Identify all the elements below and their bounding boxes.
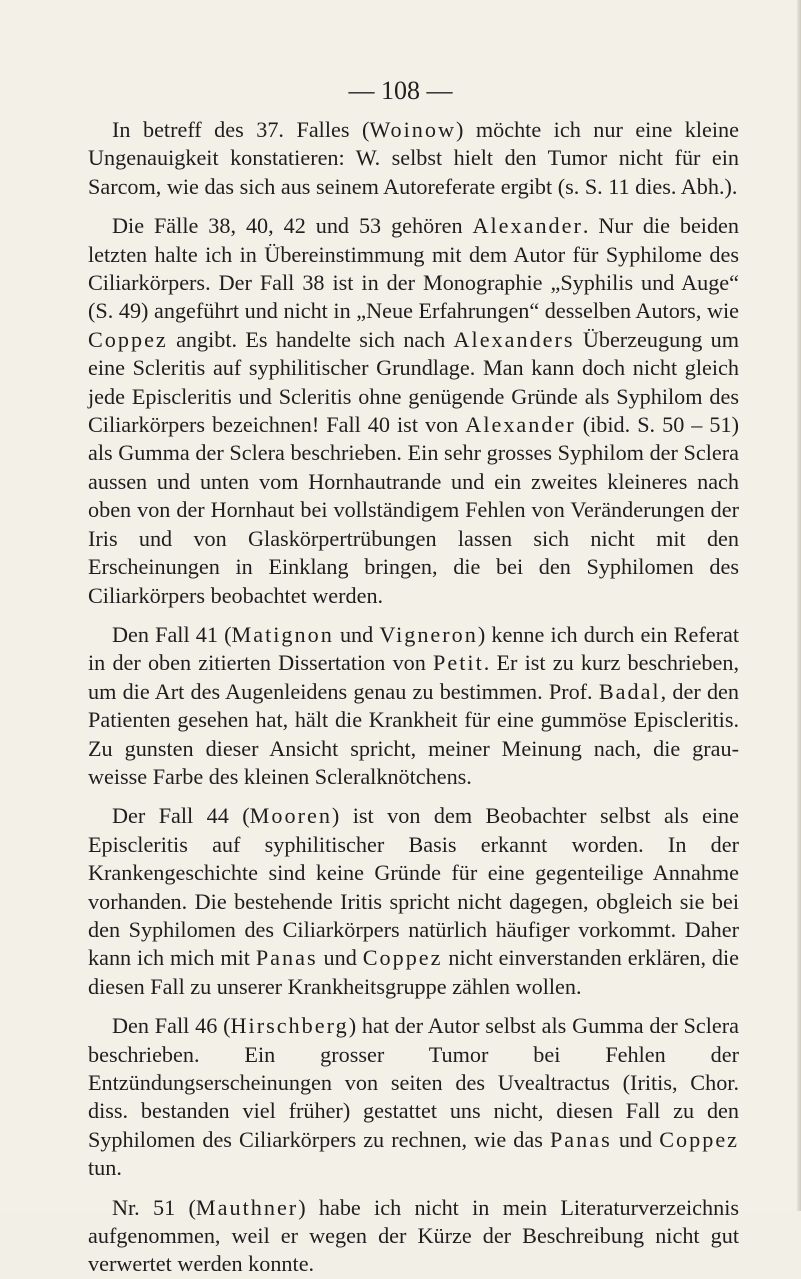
- paragraph-1: [88, 116, 739, 201]
- text-run: Nr. 51 (: [112, 1194, 196, 1220]
- spaced-name: Alexanders: [453, 326, 575, 352]
- page-number: — 108 —: [348, 76, 453, 105]
- spaced-name: Mauthner: [195, 1194, 299, 1220]
- spaced-name: Vigneron: [379, 621, 478, 647]
- spaced-name: Badal: [598, 678, 661, 704]
- spaced-name: Woinow: [369, 117, 456, 142]
- text-run: tun.: [88, 1155, 122, 1181]
- text-run: Den Fall 46 (: [112, 1013, 231, 1039]
- text-run: und: [317, 945, 363, 971]
- spaced-name: Coppez: [659, 1126, 740, 1152]
- paragraph-5: [88, 1012, 739, 1182]
- text-run: ) ist von dem Beobachter selbst als eine Episcleritis auf syphilitischer Basis erkannt worden. In der Krankengeschichte sind keine Gründe für eine gegenteilige Annahme vorhanden. Die bestehende Iritis spricht nicht dagegen, obgleich sie bei den Syphilomen des Ciliarkörpers natürlich häufiger vorkommt. Daher kann ich mich mit: [88, 803, 739, 971]
- spaced-name: Alexander: [465, 412, 576, 438]
- text-run: . Er ist zu kurz beschrieben, um die Art des Augenleidens genau zu bestimmen. Prof.: [88, 650, 739, 704]
- spaced-name: Matignon: [231, 621, 334, 647]
- paragraph-4: [88, 802, 739, 1001]
- text-run: Die Fälle 38, 40, 42 und 53 gehören: [112, 213, 473, 239]
- spaced-name: Coppez: [88, 326, 168, 352]
- spaced-name: Hirschberg: [230, 1013, 349, 1039]
- text-run: angibt. Es handelte sich nach: [167, 326, 454, 352]
- text-run: Den Fall 41 (: [112, 621, 232, 647]
- text-run: und: [333, 621, 380, 647]
- paragraph-2: [88, 212, 739, 610]
- spaced-name: Petit: [433, 650, 484, 676]
- text-run: nicht einverstanden erklären, die diesen Fall zu unserer Krankheitsgruppe zählen wollen.: [88, 945, 740, 999]
- text-run: . Nur die beiden letzten halte ich in Übereinstimmung mit dem Autor für Syphilome des Ciliarkörpers. Der Fall 38 ist in der Monographie „Syphilis und Auge“ (S. 49) angeführt und nicht in „Neue Erfahrungen“ desselben Autors, wie: [88, 213, 739, 324]
- text-run: ) hat der Autor selbst als Gumma der Sclera beschrieben. Ein grosser Tumor bei Fehlen der Entzündungserscheinungen von seiten des Uvealtractus (Iritis, Chor. diss. bestanden viel früher) gestattet uns nicht, diesen Fall zu den Syphilomen des Ciliarkörpers zu rechnen, wie das: [88, 1013, 739, 1152]
- paragraph-6: [88, 1194, 739, 1279]
- paragraph-3: [88, 621, 739, 791]
- text-run: ) kenne ich durch ein Referat in der oben zitierten Dissertation von: [88, 621, 739, 676]
- text-run: In betreff des 37. Falles (: [112, 117, 370, 142]
- text-run: (ibid. S. 50 – 51) als Gumma der Sclera beschrieben. Ein sehr grosses Syphilom der Sclera aussen und unten vom Hornhautrande und ein zweites kleineres nach oben von der Hornhaut bei vollständigem Fehlen von Veränderungen der Iris und von Glaskörpertrübungen lassen sich nicht mit den Erscheinungen in Einklang bringen, die bei den Syphilomen des Ciliarkörpers beobachtet werden.: [88, 412, 739, 608]
- text-run: und: [611, 1126, 660, 1152]
- text-run: , der den Patienten gesehen hat, hält die Krankheit für eine gummöse Episcleritis. Zu gunsten dieser Ansicht spricht, meiner Meinung nach, die grau-weisse Farbe des kleinen Scleralknötchens.: [88, 678, 739, 789]
- spaced-name: Panas: [549, 1126, 612, 1152]
- text-run: ) möchte ich nur eine kleine Ungenauigkeit konstatieren: W. selbst hielt den Tumor nicht für ein Sarcom, wie das sich aus seinem Autoreferate ergibt (s. S. 11 dies. Abh.).: [88, 117, 739, 199]
- text-run: Der Fall 44 (: [112, 803, 250, 829]
- text-run: Überzeugung um eine Scleritis auf syphilitischer Grundlage. Man kann doch nicht gleich jede Episcleritis und Scleritis ohne genügende Gründe als Syphilom des Ciliarkörpers bezeichnen! Fall 40 ist von: [88, 326, 739, 438]
- body-text: [88, 116, 739, 1279]
- spaced-name: Alexander: [472, 213, 583, 239]
- text-run: ) habe ich nicht in mein Literaturverzeichnis aufgenommen, weil er wegen der Kürze der Beschreibung nicht gut verwertet werden konnte.: [88, 1194, 739, 1277]
- spaced-name: Coppez: [362, 945, 443, 971]
- spaced-name: Panas: [255, 945, 318, 971]
- spaced-name: Mooren: [249, 803, 332, 829]
- page-edge-shadow: [797, 0, 801, 1211]
